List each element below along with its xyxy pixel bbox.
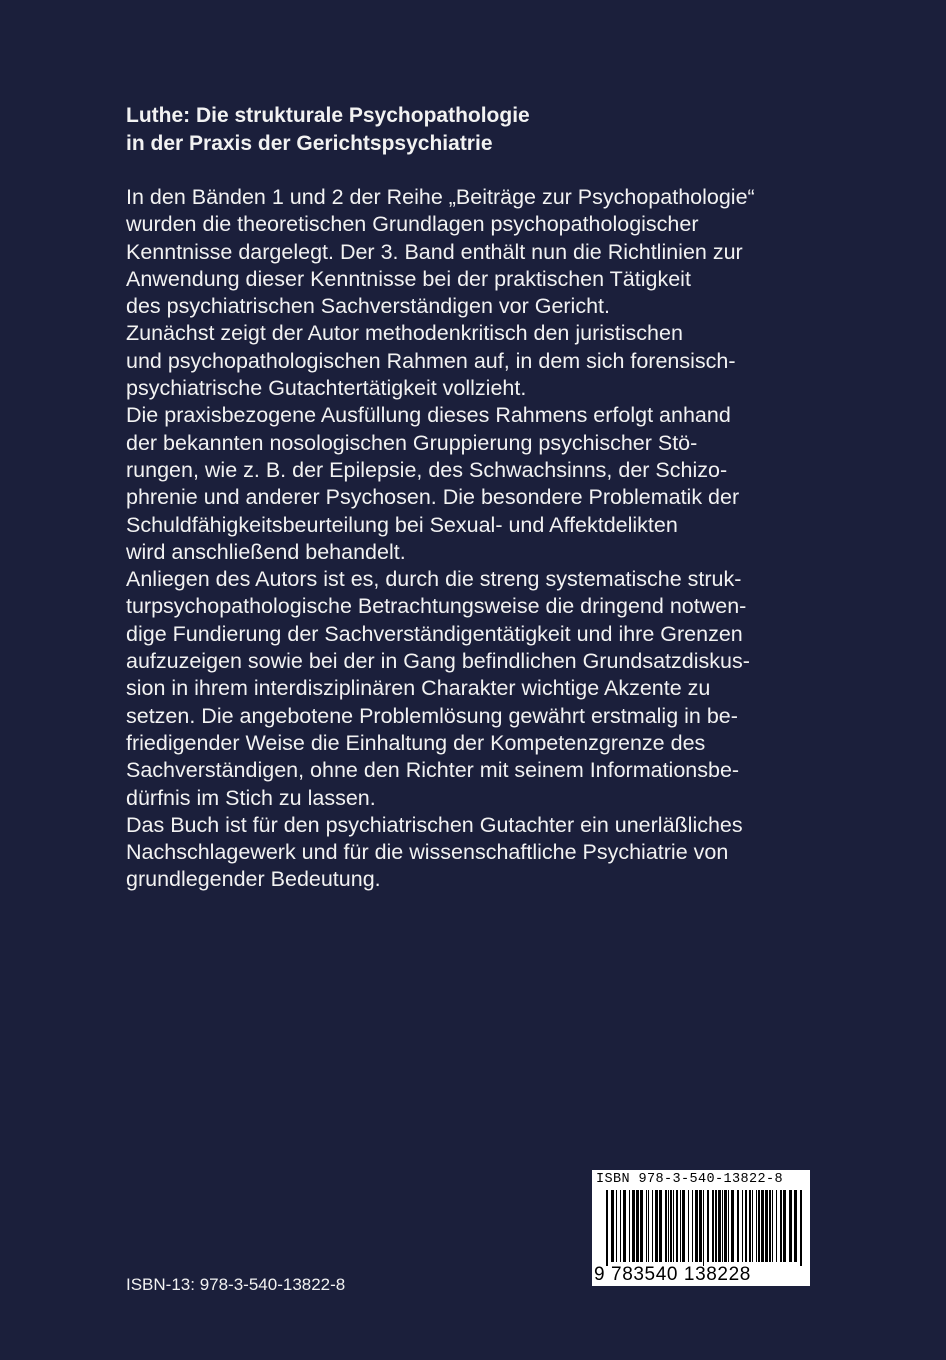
- blurb-line: dürfnis im Stich zu lassen.: [126, 785, 376, 810]
- blurb-line: Anwendung dieser Kenntnisse bei der praktischen Tätigkeit: [126, 266, 691, 291]
- barcode-bar: [769, 1190, 771, 1262]
- barcode-bar: [648, 1190, 649, 1262]
- barcode-bar: [742, 1190, 743, 1262]
- barcode-bar: [780, 1190, 782, 1262]
- blurb-line: und psychopathologischen Rahmen auf, in dem sich forensisch-: [126, 348, 736, 373]
- barcode-bar: [752, 1190, 753, 1262]
- barcode-bar: [680, 1190, 681, 1262]
- blurb-line: Kenntnisse dargelegt. Der 3. Band enthält nun die Richtlinien zur: [126, 239, 743, 264]
- blurb-line: Die praxisbezogene Ausfüllung dieses Rahmens erfolgt anhand: [126, 403, 731, 428]
- barcode-bar: [673, 1190, 674, 1262]
- barcode-bar: [715, 1190, 717, 1262]
- barcode-bar: [731, 1190, 734, 1262]
- barcode-bar: [756, 1190, 757, 1262]
- blurb-line: Das Buch ist für den psychiatrischen Gutachter ein unerläßliches: [126, 812, 743, 837]
- blurb-line: phrenie und anderer Psychosen. Die besondere Problematik der: [126, 485, 740, 510]
- barcode-bar: [692, 1190, 693, 1262]
- blurb-line: aufzuzeigen sowie bei der in Gang befindlichen Grundsatzdiskus-: [126, 649, 750, 674]
- barcode-bar: [646, 1190, 647, 1262]
- barcode-bar: [616, 1190, 617, 1262]
- barcode-bar: [772, 1190, 773, 1262]
- barcode-bar: [659, 1190, 662, 1262]
- blurb-line: wurden die theoretischen Grundlagen psychopathologischer: [126, 212, 699, 237]
- barcode-bar: [745, 1190, 747, 1262]
- barcode-bar: [776, 1190, 777, 1262]
- barcode-bar: [749, 1190, 751, 1262]
- barcode-bar: [699, 1190, 702, 1262]
- barcode-bar: [611, 1190, 614, 1262]
- blurb-line: des psychiatrischen Sachverständigen vor Gericht.: [126, 294, 610, 319]
- blurb-line: grundlegender Bedeutung.: [126, 867, 381, 892]
- blurb-line: Zunächst zeigt der Autor methodenkritisch den juristischen: [126, 321, 683, 346]
- barcode-bar: [655, 1190, 658, 1262]
- blurb-line: Anliegen des Autors ist es, durch die streng systematische struk-: [126, 567, 742, 592]
- barcode-bar: [695, 1190, 698, 1262]
- barcode-bar: [665, 1190, 667, 1262]
- blurb-line: psychiatrische Gutachtertätigkeit vollzieht.: [126, 376, 527, 401]
- blurb-line: dige Fundierung der Sachverständigentätigkeit und ihre Grenzen: [126, 621, 743, 646]
- blurb-line: turpsychopathologische Betrachtungsweise die dringend notwen-: [126, 594, 747, 619]
- barcode-bar: [761, 1190, 764, 1262]
- isbn-13-label: ISBN-13: 978-3-540-13822-8: [126, 1275, 346, 1294]
- barcode-bar: [800, 1190, 802, 1266]
- barcode-bar: [794, 1190, 797, 1262]
- barcode-bar: [676, 1190, 678, 1262]
- barcode-bar: [629, 1190, 630, 1262]
- blurb-text: [126, 184, 886, 894]
- blurb-line: friedigender Weise die Einhaltung der Kompetenzgrenze des: [126, 730, 706, 755]
- barcode-bar: [765, 1190, 768, 1262]
- blurb-line: sion in ihrem interdisziplinären Charakter wichtige Akzente zu: [126, 676, 711, 701]
- barcode-bar: [737, 1190, 739, 1262]
- barcode-bar: [688, 1190, 689, 1262]
- blurb-line: Nachschlagewerk und für die wissenschaftliche Psychiatrie von: [126, 840, 729, 865]
- barcode-bar: [703, 1190, 704, 1266]
- barcode-bar: [724, 1190, 727, 1262]
- barcode-bar: [623, 1190, 626, 1262]
- barcode-bar: [606, 1190, 608, 1266]
- barcode-bar: [682, 1190, 685, 1262]
- blurb-line: setzen. Die angebotene Problemlösung gewährt erstmalig in be-: [126, 703, 738, 728]
- barcode-isbn-text: ISBN 978-3-540-13822-8: [596, 1172, 784, 1187]
- barcode-bar: [636, 1190, 639, 1262]
- barcode-bar: [789, 1190, 792, 1262]
- barcode-digits: 9 783540 138228: [594, 1264, 751, 1285]
- barcode-bar: [718, 1190, 721, 1262]
- barcode-bar: [640, 1190, 643, 1262]
- barcode-bar: [668, 1190, 669, 1262]
- barcode-bar: [728, 1190, 729, 1262]
- blurb-line: In den Bänden 1 und 2 der Reihe „Beiträge zur Psychopathologie“: [126, 185, 755, 209]
- barcode-bar: [722, 1190, 723, 1262]
- blurb-line: wird anschließend behandelt.: [126, 539, 406, 564]
- blurb-line: der bekannten nosologischen Gruppierung psychischer Stö-: [126, 430, 698, 455]
- title-line-1: Luthe: Die strukturale Psychopathologie: [126, 104, 530, 127]
- barcode-bar: [783, 1190, 786, 1262]
- blurb-line: rungen, wie z. B. der Epilepsie, des Schwachsinns, der Schizo-: [126, 457, 728, 482]
- book-title: [126, 102, 866, 158]
- blurb-line: Sachverständigen, ohne den Richter mit seinem Informationsbe-: [126, 758, 740, 783]
- title-line-2: in der Praxis der Gerichtspsychiatrie: [126, 132, 493, 155]
- barcode-bar: [712, 1190, 714, 1262]
- barcode-bar: [632, 1190, 635, 1262]
- barcode-bar: [758, 1190, 760, 1262]
- blurb-line: Schuldfähigkeitsbeurteilung bei Sexual- und Affektdelikten: [126, 512, 678, 537]
- barcode-bar: [620, 1190, 621, 1262]
- barcode-bar: [652, 1190, 653, 1262]
- barcode-bar: [707, 1190, 709, 1262]
- barcode-bar: [670, 1190, 672, 1262]
- isbn-barcode: [592, 1170, 810, 1286]
